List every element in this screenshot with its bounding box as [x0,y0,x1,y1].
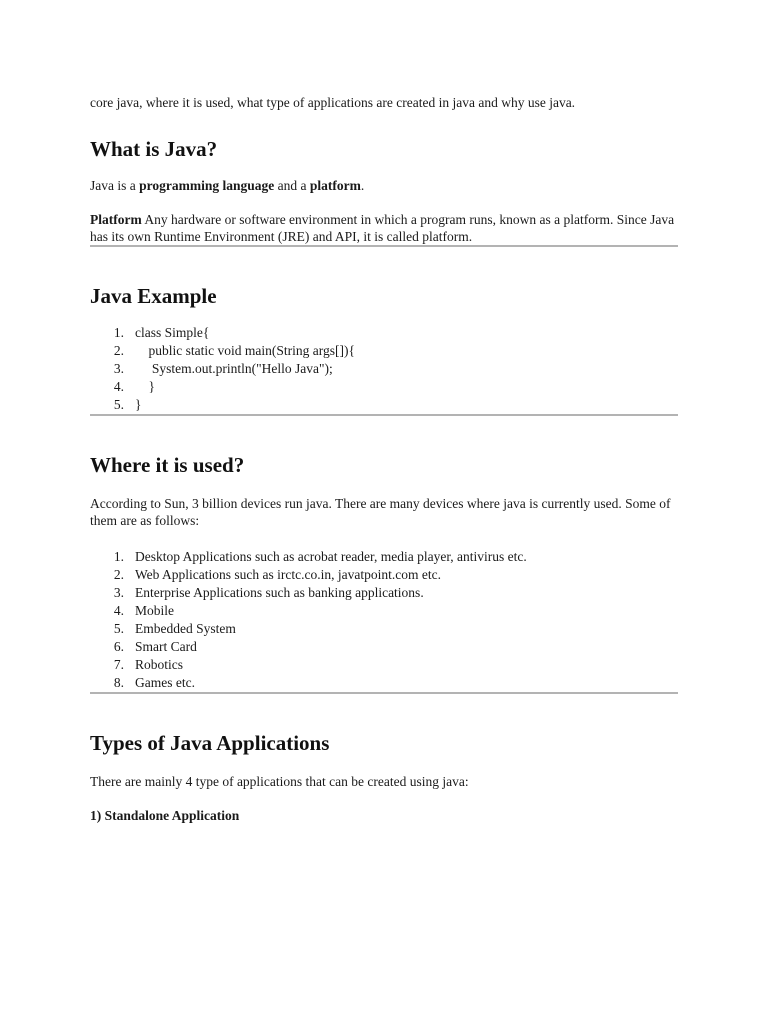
line-number: 4. [113,379,124,394]
line-number: 2. [113,343,124,358]
heading-java-example: Java Example [90,284,217,308]
code-text: } [135,379,155,394]
heading-types-of-applications: Types of Java Applications [90,731,330,755]
line-number: 5. [113,397,124,412]
line-number: 3. [113,361,124,376]
list-number: 5. [113,621,124,636]
list-text: Desktop Applications such as acrobat reader, media player, antivirus etc. [135,549,527,564]
subheading-standalone-application: 1) Standalone Application [90,808,240,823]
list-item [90,548,680,566]
platform-definition [90,211,680,245]
line-number: 1. [113,325,124,340]
types-intro: There are mainly 4 type of applications that can be created using java: [90,774,469,789]
section-divider [90,245,678,247]
list-item [90,620,680,638]
java-definition [90,177,680,194]
platform-text: Any hardware or software environment in which a program runs, known as a platform. Since Java has its own Runtime Environment (JRE) and API, it is called platform. [90,212,675,244]
list-text: Smart Card [135,639,197,654]
code-line [90,324,680,342]
list-number: 3. [113,585,124,600]
java-def-prefix: Java is a [90,178,140,193]
list-item [90,602,680,620]
code-text: public static void main(String args[]){ [135,343,355,358]
list-item [90,656,680,674]
code-example-list [90,324,680,414]
list-item [90,674,680,692]
java-def-bold-language: programming language [139,178,275,193]
list-text: Enterprise Applications such as banking applications. [135,585,424,600]
list-item [90,638,680,656]
java-def-suffix: . [360,178,365,193]
list-text: Embedded System [135,621,236,636]
list-item [90,566,680,584]
list-number: 4. [113,603,124,618]
list-text: Mobile [135,603,174,618]
section-divider [90,414,678,416]
code-text: class Simple{ [135,325,210,340]
heading-what-is-java: What is Java? [90,137,218,161]
list-text: Games etc. [135,675,195,690]
code-line [90,360,680,378]
java-def-mid: and a [274,178,310,193]
list-number: 2. [113,567,124,582]
section-divider [90,692,678,694]
where-used-intro: According to Sun, 3 billion devices run java. There are many devices where java is currently used. Some of them are as follows: [90,496,671,528]
code-line [90,378,680,396]
list-text: Web Applications such as irctc.co.in, javatpoint.com etc. [135,567,441,582]
code-text: } [135,397,142,412]
document-content [90,94,680,824]
heading-where-used: Where it is used? [90,453,245,477]
platform-label: Platform [90,212,142,227]
intro-text: core java, where it is used, what type of applications are created in java and why use java. [90,95,576,110]
uses-list [90,548,680,692]
list-number: 8. [113,675,124,690]
code-line [90,396,680,414]
list-number: 7. [113,657,124,672]
java-def-bold-platform: platform [309,178,361,193]
list-number: 1. [113,549,124,564]
code-text: System.out.println("Hello Java"); [135,361,333,376]
list-item [90,584,680,602]
code-line [90,342,680,360]
list-number: 6. [113,639,124,654]
list-text: Robotics [135,657,184,672]
